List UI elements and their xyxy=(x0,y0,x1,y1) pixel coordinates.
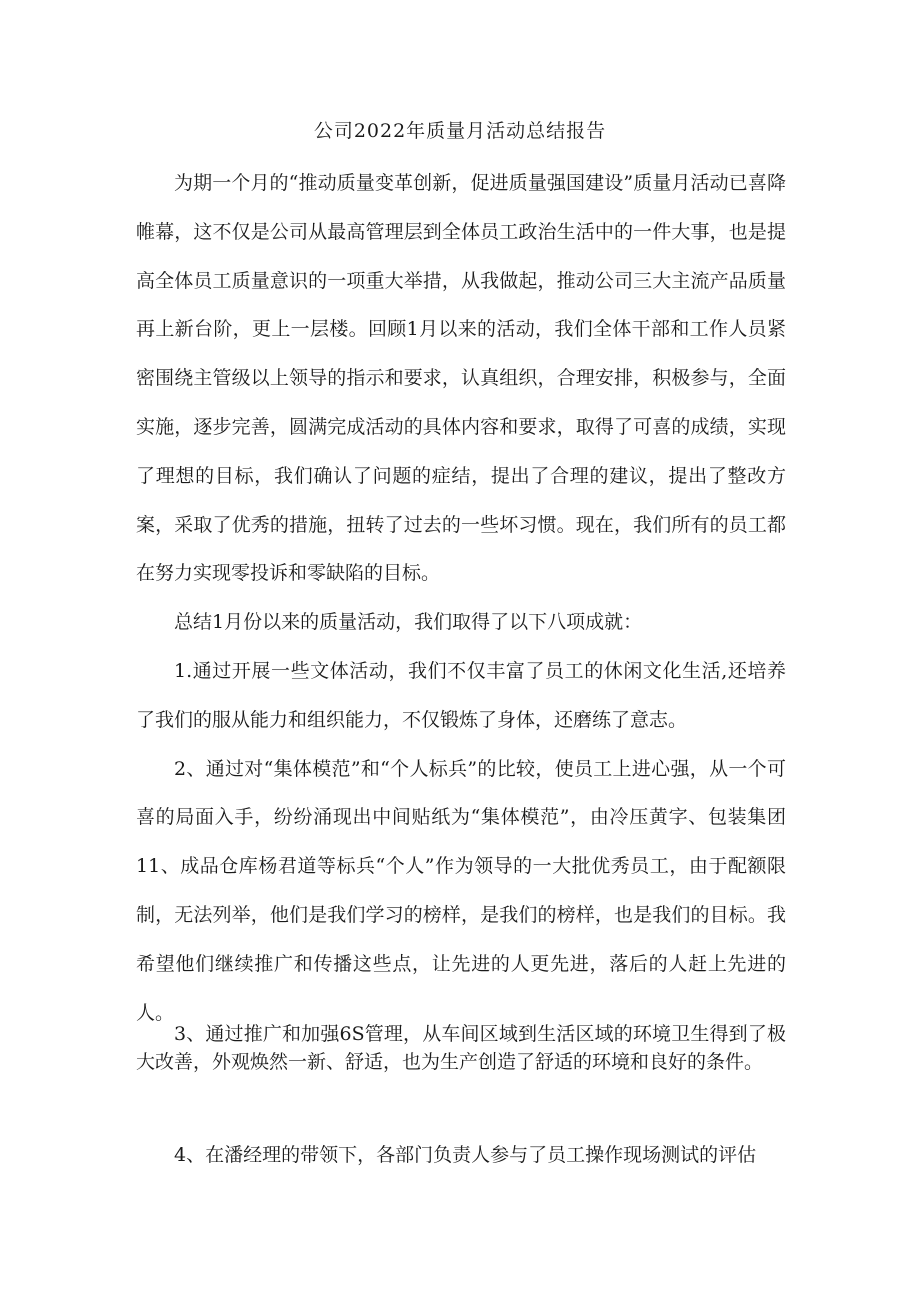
document-title: 公司2022年质量月活动总结报告 xyxy=(313,120,607,142)
paragraph-item-1: 1.通过开展一些文体活动，我们不仅丰富了员工的休闲文化生活,还培养了我们的服从能力和组织能力，不仅锻炼了身体，还磨练了意志。 xyxy=(136,659,786,731)
paragraph-summary: 总结1月份以来的质量活动，我们取得了以下八项成就： xyxy=(174,611,643,634)
paragraph-item-2: 2、通过对“集体模范”和“个人标兵”的比较，使员工上进心强，从一个可喜的局面入手，纷纷涌现出中间贴纸为“集体模范”，由冷压黄字、包装集团11、成品仓库杨君道等标兵“个人”作为领导的一大批优秀员工，由于配额限制，无法列举，他们是我们学习的榜样，是我们的榜样，也是我们的目标。我希望他们继续推广和传播这些点，让先进的人更先进，落后的人赶上先进的人。 xyxy=(136,757,786,1024)
document-body xyxy=(136,159,786,1037)
paragraph-intro: 为期一个月的“推动质量变革创新，促进质量强国建设”质量月活动已喜降帷幕，这不仅是公司从最高管理层到全体员工政治生活中的一件大事，也是提高全体员工质量意识的一项重大举措，从我做起，推动公司三大主流产品质量再上新台阶，更上一层楼。回顾1月以来的活动，我们全体干部和工作人员紧密围绕主管级以上领导的指示和要求，认真组织，合理安排，积极参与，全面实施，逐步完善，圆满完成活动的具体内容和要求，取得了可喜的成绩，实现了理想的目标，我们确认了问题的症结，提出了合理的建议，提出了整改方案，采取了优秀的措施，扭转了过去的一些坏习惯。现在，我们所有的员工都在努力实现零投诉和零缺陷的目标。 xyxy=(136,172,786,585)
paragraph-item-4: 4、在潘经理的带领下，各部门负责人参与了员工操作现场测试的评估 xyxy=(174,1144,757,1166)
document-body-tail xyxy=(136,1131,786,1180)
document-body-continued xyxy=(136,1020,786,1076)
paragraph-item-3: 3、通过推广和加强6S管理，从车间区域到生活区域的环境卫生得到了极大改善，外观焕然一新、舒适，也为生产创造了舒适的环境和良好的条件。 xyxy=(136,1023,786,1073)
